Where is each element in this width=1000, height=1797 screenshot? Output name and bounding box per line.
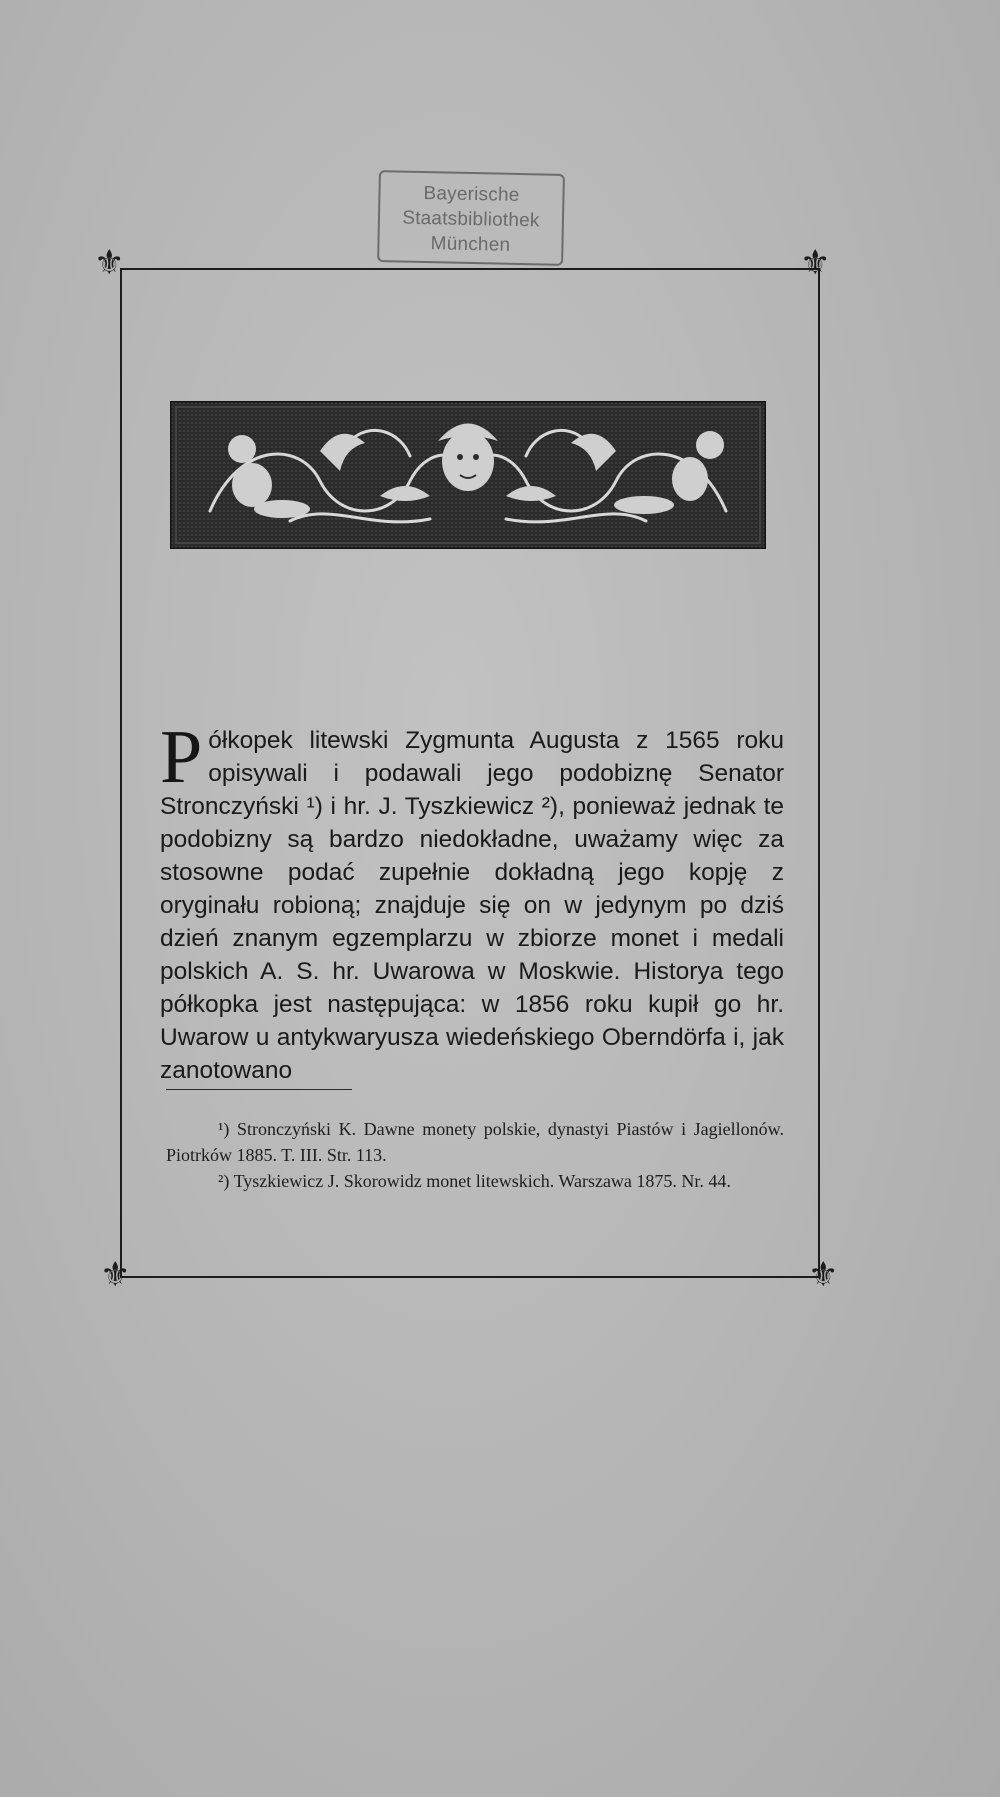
library-stamp — [377, 170, 565, 266]
main-text — [160, 715, 784, 1087]
footnote-1: ¹) Stronczyński K. Dawne monety polskie, dynastyi Piastów i Jagiellonów. Piotrków 1885. T. III. Str. 113. — [166, 1119, 784, 1165]
stamp-line-2: Staatsbibliothek — [402, 207, 540, 232]
fleur-corner-bottom-left-icon: ⚜ — [100, 1255, 131, 1295]
main-paragraph: ółkopek litewski Zygmunta Augusta z 1565 roku opisywali i podawali jego podobiznę Senator Stronczyński ¹) i hr. J. Tyszkiewicz ²), ponieważ jednak te podobizny są bardzo niedokładne, uważamy więc za stosowne podać zupełnie dokładną jego kopję z oryginału robioną; znajduje się on w jedynym po dziś dzień znanym egzemplarzu w zbiorze monet i medali polskich A. S. hr. Uwarowa w Moskwie. Historya tego półkopka jest następująca: w 1856 roku kupił go hr. Uwarow u antykwaryusza wiedeńskiego Oberndörfa i, jak zanotowano — [160, 727, 784, 1084]
stamp-line-1: Bayerische — [423, 183, 520, 207]
ornamental-headpiece — [170, 401, 766, 549]
footnote-rule — [166, 1089, 352, 1090]
footnotes — [166, 1116, 784, 1194]
footnote-2: ²) Tyszkiewicz J. Skorowidz monet litewskich. Warszawa 1875. Nr. 44. — [218, 1171, 731, 1191]
stamp-line-3: München — [430, 233, 511, 256]
drop-cap: P — [160, 715, 203, 799]
fleur-corner-top-left-icon: ⚜ — [94, 243, 125, 283]
fleur-corner-bottom-right-icon: ⚜ — [808, 1255, 839, 1295]
fleur-corner-top-right-icon: ⚜ — [800, 243, 831, 283]
